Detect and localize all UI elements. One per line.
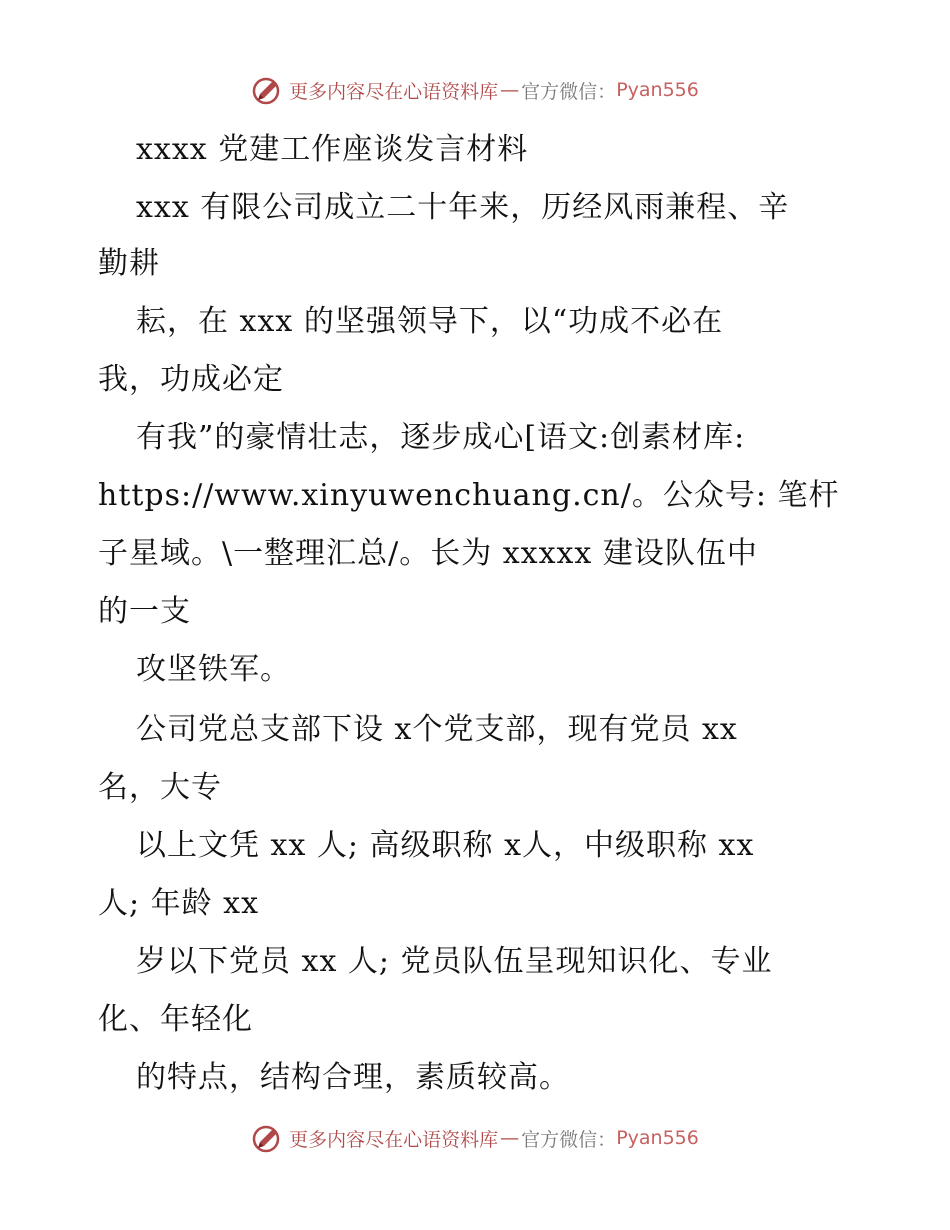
banner-separator: — xyxy=(500,79,520,101)
paragraph-line: 以上文凭 xx 人; 高级职称 x人，中级职称 xx xyxy=(136,828,755,863)
header-banner xyxy=(0,70,950,110)
paragraph-line: 化、年轻化 xyxy=(98,1002,253,1037)
paragraph-line: 名，大专 xyxy=(98,770,222,805)
banner-wechat-label: 官方微信： xyxy=(521,1128,617,1151)
paragraph-line: 岁以下党员 xx 人; 党员队伍呈现知识化、专业 xyxy=(136,944,773,979)
paragraph-line: 攻坚铁军。 xyxy=(136,652,291,687)
banner-wechat-id: Pyan556 xyxy=(616,1127,699,1149)
paragraph-line: 的一支 xyxy=(98,594,191,629)
pen-logo-icon xyxy=(251,74,283,106)
banner-slogan: 更多内容尽在心语资料库 xyxy=(289,1128,499,1151)
paragraph-line: 勤耕 xyxy=(98,246,160,281)
document-title: xxxx 党建工作座谈发言材料 xyxy=(136,132,529,167)
banner-separator: — xyxy=(500,1127,520,1149)
pen-logo-icon xyxy=(251,1122,283,1154)
paragraph-line: xxx 有限公司成立二十年来，历经风雨兼程、辛 xyxy=(136,190,790,225)
paragraph-line: 的特点，结构合理，素质较高。 xyxy=(136,1060,570,1095)
banner-wechat-id: Pyan556 xyxy=(616,79,699,101)
paragraph-line: 人; 年龄 xx xyxy=(98,886,260,921)
paragraph-line: https://www.xinyuwenchuang.cn/。公众号: 笔杆 xyxy=(98,478,840,513)
paragraph-line: 耘，在 xxx 的坚强领导下，以“功成不必在 xyxy=(136,304,724,339)
banner-wechat-label: 官方微信： xyxy=(521,80,617,103)
paragraph-line: 我，功成必定 xyxy=(98,362,284,397)
banner-slogan: 更多内容尽在心语资料库 xyxy=(289,80,499,103)
footer-banner xyxy=(0,1118,950,1158)
paragraph-line: 子星域。\一整理汇总/。长为 xxxxx 建设队伍中 xyxy=(98,536,758,571)
paragraph-line: 有我”的豪情壮志，逐步成心[语文:创素材库: xyxy=(136,420,746,455)
paragraph-line: 公司党总支部下设 x个党支部，现有党员 xx xyxy=(136,712,738,747)
